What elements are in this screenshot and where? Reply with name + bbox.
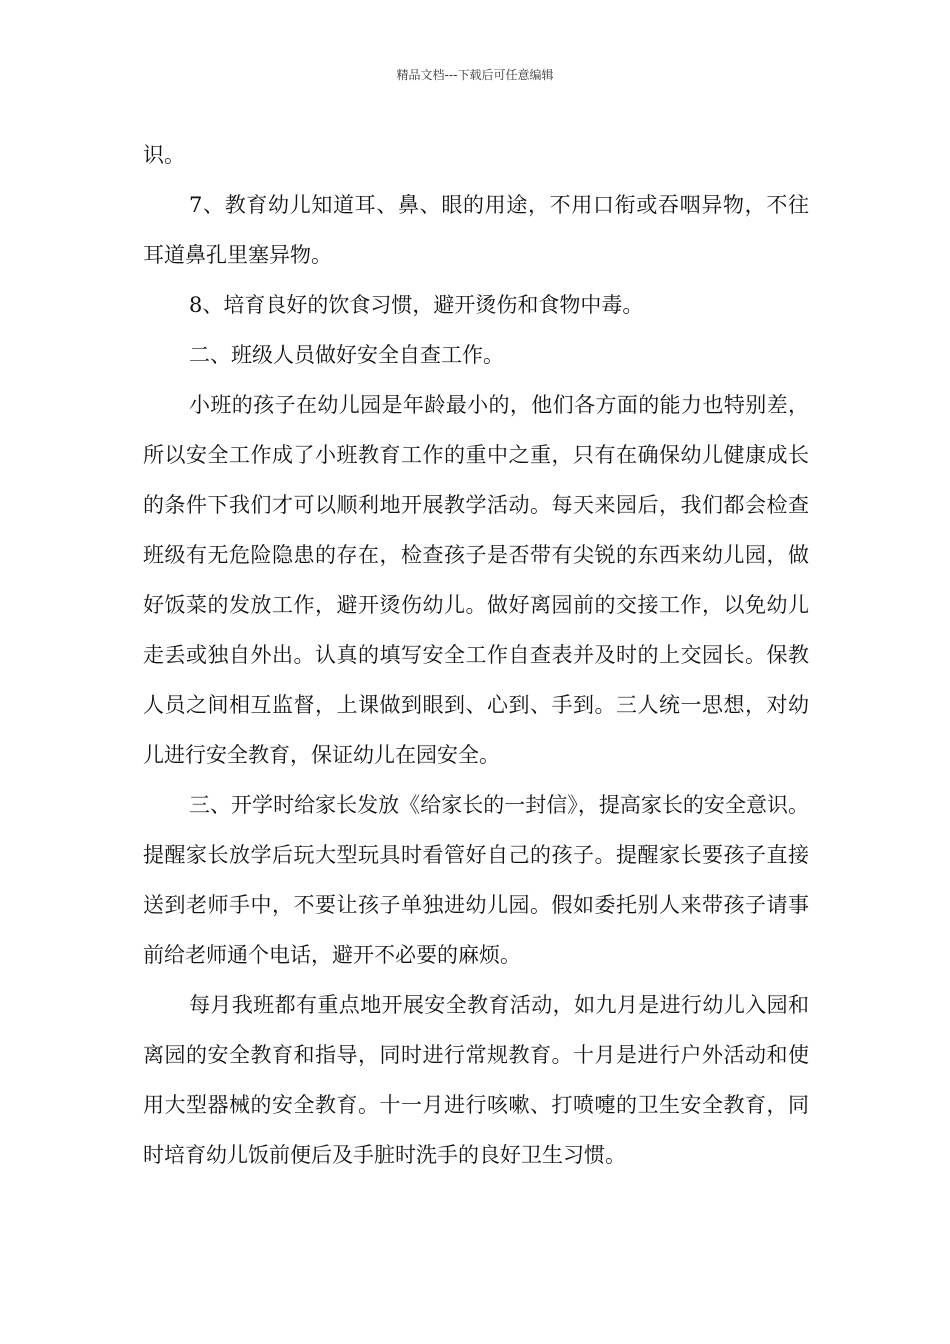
paragraph-continuation: 识。 xyxy=(143,143,185,167)
document-body xyxy=(143,130,809,1180)
section-heading-3-paragraph: 三、开学时给家长发放《给家长的一封信》，提高家长的安全意识。提醒家长放学后玩大型玩具时看管好自己的孩子。提醒家长要孩子直接送到老师手中，不要让孩子单独进幼儿园。假如委托别人来带孩子请事前给老师通个电话，避开不必要的麻烦。 xyxy=(143,793,809,967)
paragraph-item-7: 7、教育幼儿知道耳、鼻、眼的用途，不用口衔或吞咽异物，不往耳道鼻孔里塞异物。 xyxy=(143,193,809,267)
section-heading-2: 二、班级人员做好安全自查工作。 xyxy=(189,343,504,367)
paragraph-self-check: 小班的孩子在幼儿园是年龄最小的，他们各方面的能力也特别差，所以安全工作成了小班教育工作的重中之重，只有在确保幼儿健康成长的条件下我们才可以顺利地开展教学活动。每天来园后，我们都会检查班级有无危险隐患的存在，检查孩子是否带有尖锐的东西来幼儿园，做好饭菜的发放工作，避开烫伤幼儿。做好离园前的交接工作，以免幼儿走丢或独自外出。认真的填写安全工作自查表并及时的上交园长。保教人员之间相互监督，上课做到眼到、心到、手到。三人统一思想，对幼儿进行安全教育，保证幼儿在园安全。 xyxy=(143,393,809,767)
paragraph-monthly-activities: 每月我班都有重点地开展安全教育活动，如九月是进行幼儿入园和离园的安全教育和指导，同时进行常规教育。十月是进行户外活动和使用大型器械的安全教育。十一月进行咳嗽、打喷嚏的卫生安全教育，同时培育幼儿饭前便后及手脏时洗手的良好卫生习惯。 xyxy=(143,993,809,1167)
page-header: 精品文档---下载后可任意编辑 xyxy=(396,68,554,82)
paragraph-item-8: 8、培育良好的饮食习惯，避开烫伤和食物中毒。 xyxy=(189,293,644,317)
